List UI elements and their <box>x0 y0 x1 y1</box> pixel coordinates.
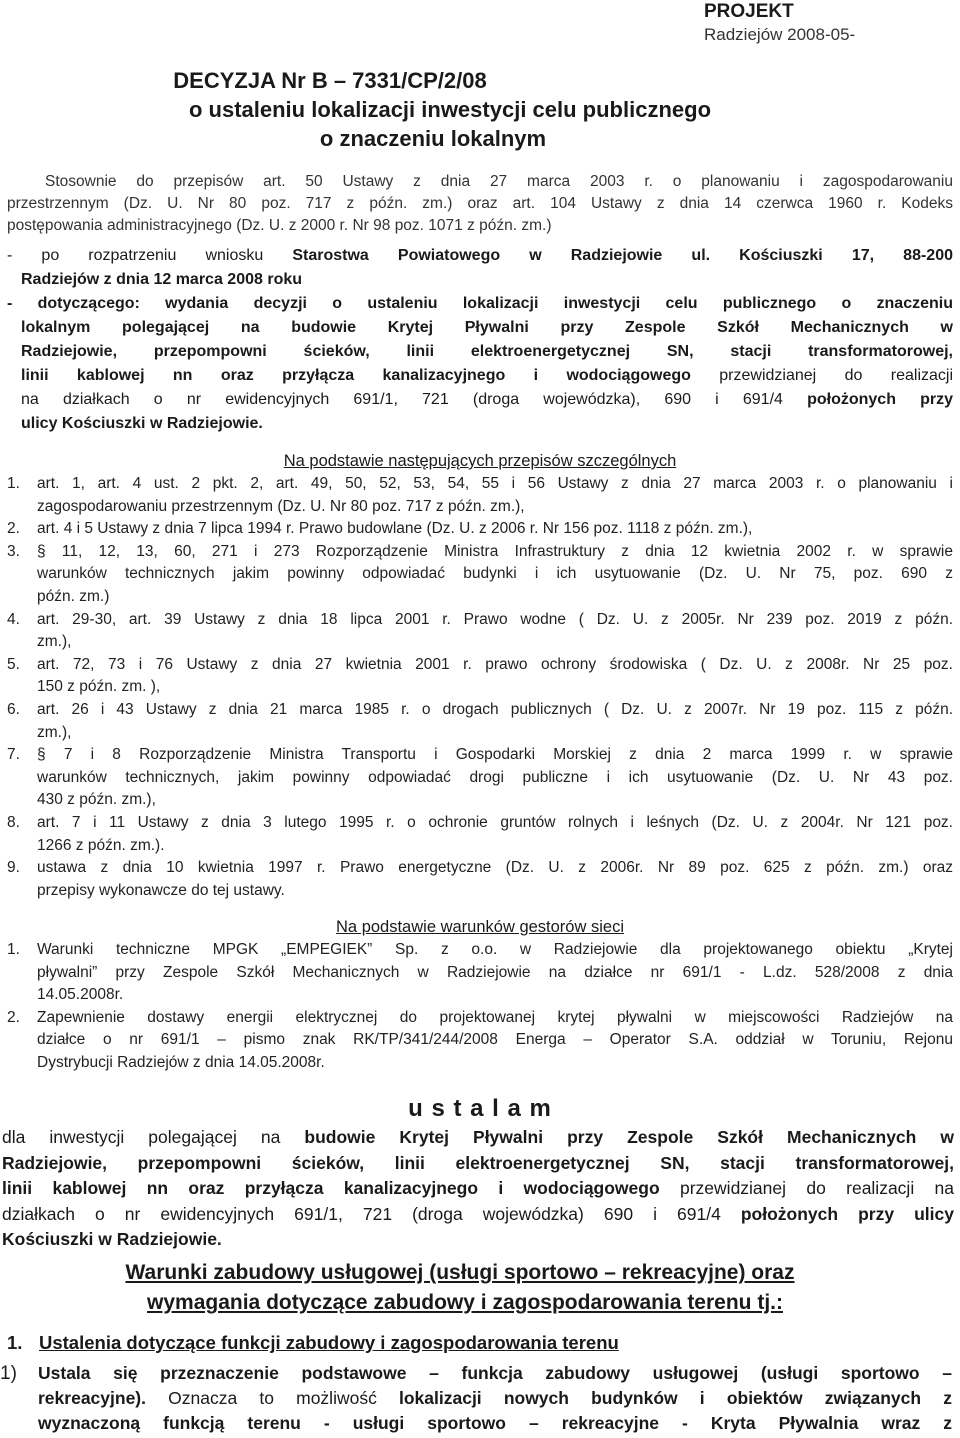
decision-paragraph <box>2 1125 954 1253</box>
special-regulation-item-line: przepisy wykonawcze do tej ustawy. <box>37 881 285 899</box>
concerning-located: położonych przy <box>807 391 954 408</box>
concerning-line-5 <box>7 388 953 412</box>
basis-line-1: Stosownie do przepisów art. 50 Ustawy z dnia 27 marca 2003 r. o planowaniu i zagospodarowaniu <box>45 173 953 190</box>
concerning-plots: na działkach o nr ewidencyjnych 691/1, 721 (droga wojewódzka), 690 i 691/4 <box>21 391 808 408</box>
special-regulation-item-line: art. 4 i 5 Ustawy z dnia 7 lipca 1994 r. Prawo budowlane (Dz. U. z 2006 r. Nr 156 poz. 1118 z późn. zm.), <box>37 520 753 538</box>
special-regulation-item <box>7 812 953 857</box>
gestor-condition-item-line: 14.05.2008r. <box>37 986 124 1004</box>
gestor-condition-item-number: 1. <box>7 941 20 958</box>
decision-line-3 <box>2 1176 954 1202</box>
sub1-location: lokalizacji nowych budynków i obiektów związanych z <box>398 1388 952 1408</box>
special-regulation-item-line: warunków technicznych jakim powinny odpowiadać budynki i ich usytuowanie (Dz. U. Nr 75, poz. 690 z <box>37 565 953 583</box>
decision-line-2: Radziejowie, przepompowni ścieków, linii elektroenergetycznej SN, stacji transformatorowej, <box>2 1152 954 1173</box>
conditions-heading <box>0 1258 960 1318</box>
concerning-line-4 <box>7 364 953 388</box>
concerning-line-1: - dotyczącego: wydania decyzji o ustaleniu lokalizacji inwestycji celu publicznego o znaczeniu <box>7 295 953 312</box>
special-regulation-item-number: 3. <box>7 542 20 560</box>
section-1-number: 1. <box>7 1332 23 1353</box>
decision-line-5: Kościuszki w Radziejowie. <box>2 1229 222 1249</box>
gestor-condition-item-line: Dystrybucji Radziejów z dnia 14.05.2008r. <box>37 1053 325 1071</box>
decision-purpose: przewidzianej do realizacji na <box>659 1178 954 1198</box>
review-applicant: Starostwa Powiatowego w Radziejowie ul. Kościuszki 17, 88-200 <box>292 247 953 264</box>
review-line-1 <box>7 244 953 268</box>
special-regulation-item <box>7 609 953 654</box>
subsection-1-line-1: Ustala się przeznaczenie podstawowe – funkcja zabudowy usługowej (usługi sportowo – <box>38 1363 952 1383</box>
gestor-condition-item-line: Zapewnienie dostawy energii elektrycznej do projektowanej krytej pływalni w miejscowości Radziejów na <box>37 1008 953 1026</box>
concerning-paragraph <box>7 292 953 436</box>
gestor-condition-item-line: Warunki techniczne MPGK „EMPEGIEK” Sp. z o.o. w Radziejowie dla projektowanego obiektu „Krytej <box>37 941 953 958</box>
concerning-line-2: lokalnym polegającej na budowie Krytej Pływalni przy Zespole Szkół Mechanicznych w <box>21 319 953 336</box>
gestor-condition-item <box>7 1007 953 1075</box>
sub1-means: Oznacza to możliwość <box>146 1388 399 1408</box>
special-regulation-item-line: późn. zm.) <box>37 587 110 605</box>
special-regulations-list <box>7 473 953 902</box>
special-regulation-item-number: 4. <box>7 610 20 628</box>
special-regulation-item <box>7 744 953 812</box>
special-regulation-item-line: art. 1, art. 4 ust. 2 pkt. 2, art. 49, 50, 52, 53, 54, 55 i 56 Ustawy z dnia 27 marca 2003 r. o planowaniu i <box>37 475 953 492</box>
special-regulation-item <box>7 699 953 744</box>
title-line-3: o znaczeniu lokalnym <box>319 126 547 151</box>
special-regulation-item-line: warunków technicznych, jakim powinny odpowiadać drogi publiczne i ich usytuowanie (Dz. U. Nr 43 poz. <box>37 768 953 786</box>
place-date: Radziejów 2008-05- <box>704 25 856 44</box>
decision-title <box>0 66 960 153</box>
basis-line-2: przestrzennym (Dz. U. Nr 80 poz. 717 z późn. zm.) oraz art. 104 Ustawy z dnia 14 czerwca 1960 r. Kodeks <box>7 195 953 212</box>
special-regulation-item-line: § 7 i 8 Rozporządzenie Ministra Transportu i Gospodarki Morskiej z dnia 2 marca 1999 r. w sprawie <box>37 746 953 764</box>
review-paragraph <box>7 244 953 292</box>
decision-line-1 <box>2 1125 954 1151</box>
section-1-title: Ustalenia dotyczące funkcji zabudowy i zagospodarowania terenu <box>39 1332 619 1353</box>
decision-plots: działkach o nr ewidencyjnych 691/1, 721 (droga wojewódzka) 690 i 691/4 <box>2 1203 741 1224</box>
special-regulation-item <box>7 857 953 902</box>
special-regulation-item <box>7 654 953 699</box>
gestor-condition-item-number: 2. <box>7 1008 20 1026</box>
ustalam-heading: u s t a l a m <box>408 1095 552 1122</box>
gestor-condition-item-line: pływalni” przy Zespole Szkół Mechanicznych w Radziejowie na działce nr 691/1 - L.dz. 528/2008 z dnia <box>37 963 953 981</box>
special-regulation-item-number: 8. <box>7 813 20 831</box>
special-regulation-item-number: 6. <box>7 700 20 718</box>
gestors-list <box>7 939 953 1075</box>
special-regulation-item-line: ustawa z dnia 10 kwietnia 1997 r. Prawo energetyczne (Dz. U. z 2006r. Nr 89 poz. 625 z późn. zm.) oraz <box>37 859 953 877</box>
conditions-heading-line-2: wymagania dotyczące zabudowy i zagospodarowania terenu tj.: <box>147 1291 783 1314</box>
legal-basis <box>7 171 953 237</box>
sub1-rekreacyjne: rekreacyjne). <box>38 1388 146 1408</box>
special-regulation-item-number: 7. <box>7 746 20 764</box>
conditions-heading-line-1: Warunki zabudowy usługowej (usługi sportowo – rekreacyjne) oraz <box>125 1261 795 1284</box>
decision-intro: dla inwestycji polegającej na <box>2 1127 305 1147</box>
gestor-condition-item <box>7 939 953 1007</box>
decision-line-4 <box>2 1202 954 1228</box>
subsection-1-number: 1) <box>0 1363 17 1384</box>
decision-scope-2: linii kablowej nn oraz przyłącza kanalizacyjnego i wodociągowego <box>2 1178 660 1198</box>
projekt-label: PROJEKT <box>704 1 794 22</box>
special-regulation-item-line: § 11, 12, 13, 60, 271 i 273 Rozporządzenie Ministra Infrastruktury z dnia 12 kwietnia 2002 r. w sprawie <box>37 542 953 560</box>
special-regulation-item-line: art. 26 i 43 Ustawy z dnia 21 marca 1985 r. o drogach publicznych ( Dz. U. z 2007r. Nr 19 poz. 115 z późn. <box>37 700 953 718</box>
review-line-2: Radziejów z dnia 12 marca 2008 roku <box>21 271 303 288</box>
special-regulation-item-line: 430 z późn. zm.), <box>37 791 156 809</box>
special-regulation-item-line: zm.), <box>37 633 72 651</box>
subsection-1-line-3: wyznaczoną funkcją terenu - usługi sportowo – rekreacyjne - Kryta Pływalnia wraz z <box>38 1413 952 1433</box>
special-regulation-item <box>7 518 953 541</box>
review-intro: - po rozpatrzeniu wniosku <box>7 247 293 264</box>
gestor-condition-item-line: działce o nr 691/1 – pismo znak RK/TP/341/244/2008 Energa – Operator S.A. oddział w Toruniu, Rejonu <box>37 1031 953 1049</box>
concerning-line-6: ulicy Kościuszki w Radziejowie. <box>21 415 263 432</box>
special-regulations-heading <box>0 450 960 472</box>
concerning-purpose: przewidzianej do realizacji <box>690 367 954 384</box>
special-regulation-item-number: 1. <box>7 475 20 492</box>
special-regulation-item-line: zagospodarowaniu przestrzennym (Dz. U. Nr 80 poz. 717 z późn. zm.), <box>37 497 525 515</box>
basis-line-3: postępowania administracyjnego (Dz. U. z 2000 r. Nr 98 poz. 1071 z późn. zm.) <box>7 217 552 234</box>
special-regulation-item <box>7 473 953 518</box>
subsection-1 <box>0 1361 952 1436</box>
special-regulation-item-number: 9. <box>7 859 20 877</box>
title-line-2: o ustaleniu lokalizacji inwestycji celu publicznego <box>188 97 712 122</box>
special-regulation-item <box>7 541 953 609</box>
special-regulation-item-number: 5. <box>7 655 20 673</box>
special-regulation-item-line: zm.), <box>37 723 72 741</box>
concerning-scope: linii kablowej nn oraz przyłącza kanalizacyjnego i wodociągowego <box>21 367 691 384</box>
subsection-1-line-2 <box>38 1386 952 1411</box>
special-regulation-item-line: 150 z późn. zm. ), <box>37 678 161 696</box>
special-heading-text: Na podstawie następujących przepisów szczególnych <box>283 452 677 470</box>
special-regulation-item-number: 2. <box>7 520 20 538</box>
special-regulation-item-line: art. 7 i 11 Ustawy z dnia 3 lutego 1995 r. o ochronie gruntów rolnych i leśnych (Dz. U. z 2004r. Nr 121 poz. <box>37 813 953 831</box>
decision-located: położonych przy ulicy <box>740 1203 954 1224</box>
concerning-line-3: Radziejowie, przepompowni ścieków, linii elektroenergetycznej SN, stacji transformatorowej, <box>21 343 953 360</box>
special-regulation-item-line: 1266 z późn. zm.). <box>37 836 165 854</box>
decision-scope: budowie Krytej Pływalni przy Zespole Szkół Mechanicznych w <box>304 1127 954 1147</box>
special-regulation-item-line: art. 29-30, art. 39 Ustawy z dnia 18 lipca 2001 r. Prawo wodne ( Dz. U. z 2005r. Nr 239 poz. 2019 z późn. <box>37 610 953 628</box>
gestors-heading: Na podstawie warunków gestorów sieci <box>336 918 624 936</box>
title-line-1: DECYZJA Nr B – 7331/CP/2/08 <box>173 68 487 93</box>
section-1-heading <box>7 1331 619 1355</box>
special-regulation-item-line: art. 72, 73 i 76 Ustawy z dnia 27 kwietnia 2001 r. prawo ochrony środowiska ( Dz. U. z 2008r. Nr 25 poz. <box>37 655 953 673</box>
